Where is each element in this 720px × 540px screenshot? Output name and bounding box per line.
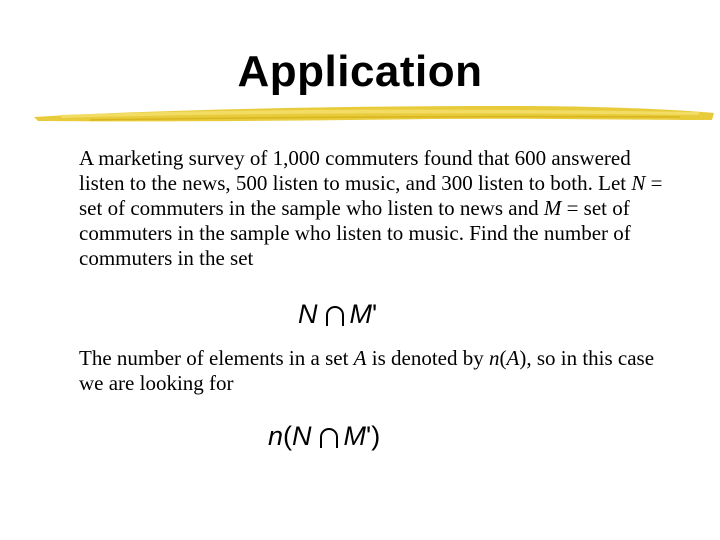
open-paren: (: [499, 346, 507, 370]
problem-text-1: A marketing survey of 1,000 commuters found that 600 answered listen to the news, 500 listen to music, and 300 listen to both. Let: [79, 146, 632, 195]
set-formula: [298, 298, 377, 330]
formula-right-set: M: [349, 299, 372, 329]
complement-prime: ': [372, 299, 378, 329]
formula-left-set: N: [292, 421, 312, 451]
problem-text-2: = set of commuters in the sample who listen to news and: [79, 171, 663, 220]
problem-paragraph: [79, 146, 679, 271]
formula-close-paren: ): [371, 421, 381, 451]
intersection-icon: [324, 305, 346, 327]
set-a-variable: A: [353, 346, 367, 370]
formula-open-paren: (: [283, 421, 293, 451]
intersection-icon: [318, 427, 340, 449]
formula-left-set: N: [298, 299, 318, 329]
slide-title: Application: [237, 47, 483, 96]
explanation-text-2: is denoted by: [366, 346, 489, 370]
title-underline-brush: [30, 100, 716, 130]
count-formula: [268, 420, 380, 452]
explanation-paragraph: [79, 346, 679, 396]
complement-prime: ': [366, 421, 372, 451]
set-n-variable: N: [631, 171, 646, 195]
count-function: n: [488, 346, 500, 370]
formula-count-n: n: [268, 421, 284, 451]
problem-text-3: = set of commuters in the sample who listen to music. Find the number of commuters in the set: [79, 196, 631, 270]
close-paren: ): [519, 346, 527, 370]
formula-right-set: M: [343, 421, 367, 451]
explanation-text-3: , so in this case we are looking for: [79, 346, 655, 395]
explanation-text-1: The number of elements in a set: [79, 346, 354, 370]
set-m-variable: M: [543, 196, 562, 220]
set-a-argument: A: [506, 346, 520, 370]
